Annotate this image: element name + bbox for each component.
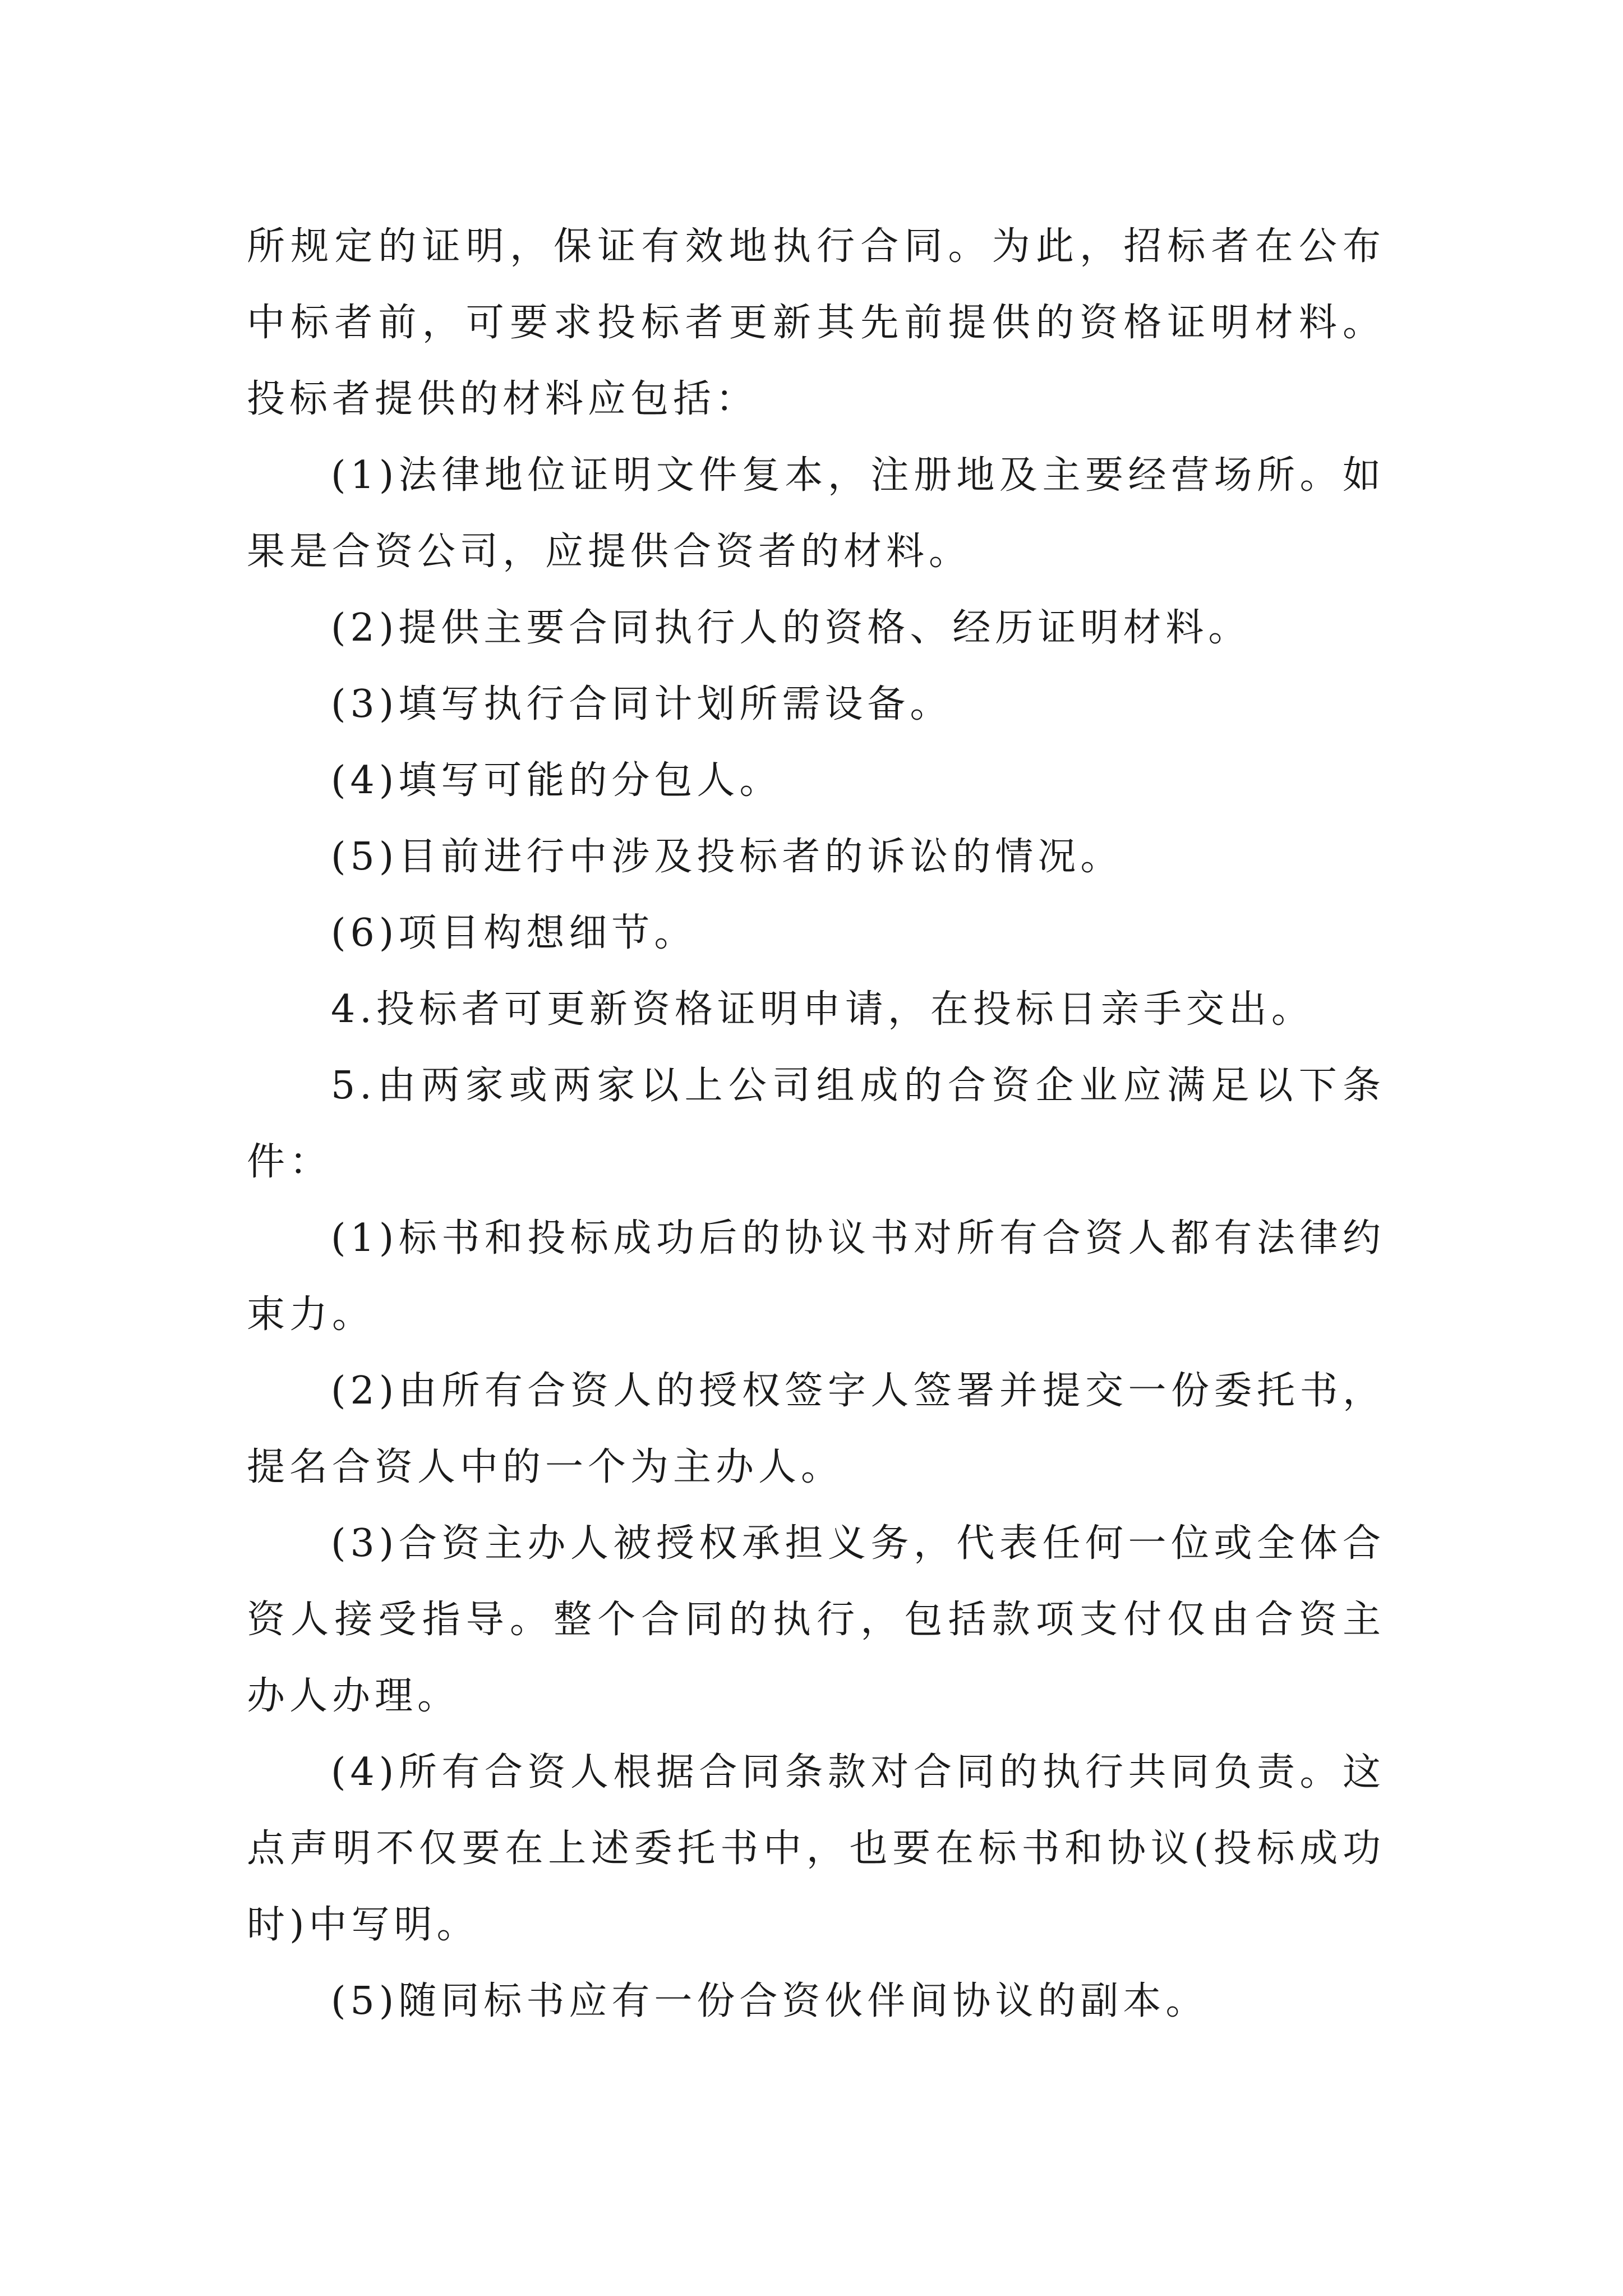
paragraph-item-subcontractors: (4)填写可能的分包人。 <box>331 758 782 803</box>
paragraph-item-project-concept: (6)项目构想细节。 <box>331 911 697 955</box>
paragraph-jv-lead-partner: (3)合资主办人被授权承担义务，代表任何一位或全体合资人接受指导。整个合同的执行，包括款项支付仅由合资主办人办理。 <box>247 1521 1385 1718</box>
paragraph-item-legal-status: (1)法律地位证明文件复本，注册地及主要经营场所。如果是合资公司，应提供合资者的材料。 <box>247 453 1385 574</box>
paragraph-section-5: 5.由两家或两家以上公司组成的合资企业应满足以下条件： <box>247 1064 1385 1184</box>
paragraph-item-litigation: (5)目前进行中涉及投标者的诉讼的情况。 <box>331 835 1123 879</box>
paragraph-jv-binding: (1)标书和投标成功后的协议书对所有合资人都有法律约束力。 <box>247 1216 1385 1337</box>
paragraph-item-executor-credentials: (2)提供主要合同执行人的资格、经历证明材料。 <box>331 606 1251 650</box>
document-body <box>247 209 1385 2040</box>
paragraph-jv-power-of-attorney: (2)由所有合资人的授权签字人签署并提交一份委托书，提名合资人中的一个为主办人。 <box>247 1369 1385 1489</box>
paragraph-qualification-intro: 所规定的证明，保证有效地执行合同。为此，招标者在公布中标者前，可要求投标者更新其先前提供的资格证明材料。投标者提供的材料应包括： <box>247 224 1385 421</box>
paragraph-item-equipment: (3)填写执行合同计划所需设备。 <box>331 682 953 726</box>
paragraph-jv-agreement-copy: (5)随同标书应有一份合资伙伴间协议的副本。 <box>331 1979 1209 2023</box>
paragraph-section-4: 4.投标者可更新资格证明申请，在投标日亲手交出。 <box>331 987 1314 1032</box>
paragraph-jv-joint-liability: (4)所有合资人根据合同条款对合同的执行共同负责。这点声明不仅要在上述委托书中，也要在标书和协议(投标成功时)中写明。 <box>247 1750 1385 1947</box>
